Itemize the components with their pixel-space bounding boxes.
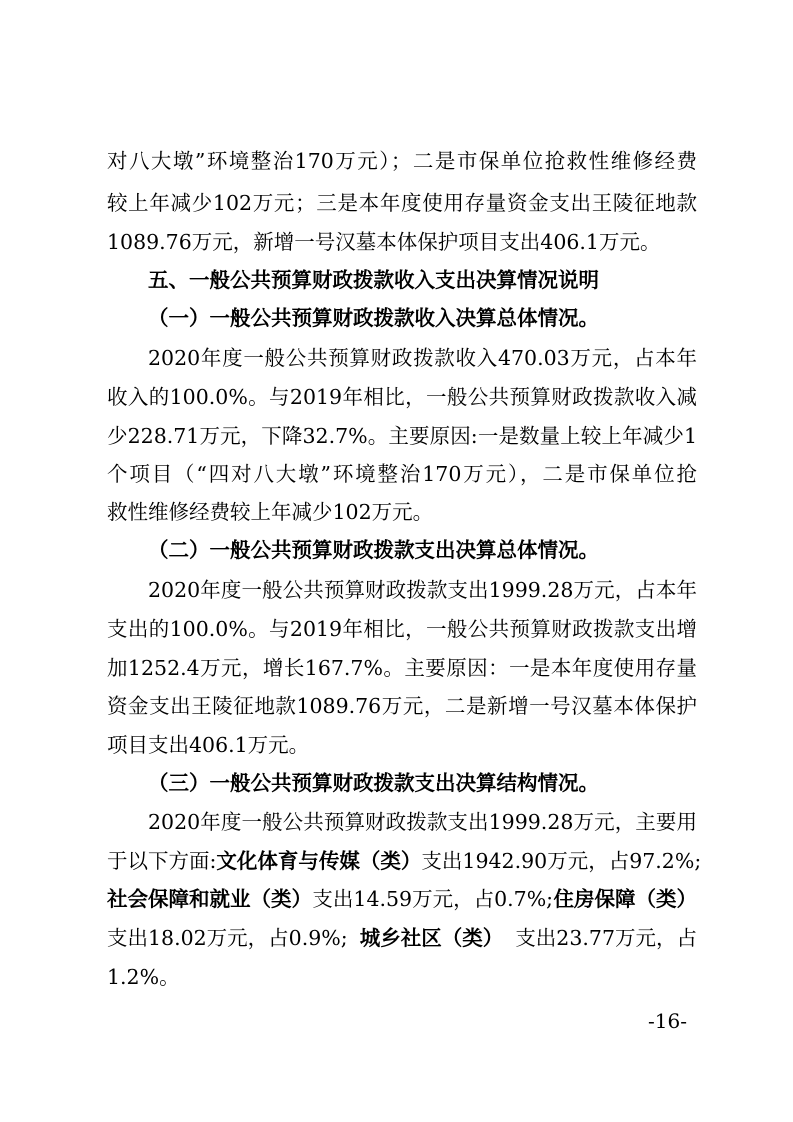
category-housing: 住房保障（类） [553, 887, 697, 911]
body-line: 2020年度一般公共预算财政拨款支出1999.28万元，占本年 [148, 578, 697, 602]
category-urban-rural: 城乡社区（类） [359, 926, 504, 950]
body-line: 1.2%。 [107, 965, 180, 989]
body-line: 加1252.4万元，增长167.7%。主要原因：一是本年度使用存量 [107, 656, 697, 680]
subsection-heading: （二）一般公共预算财政拨款支出决算总体情况。 [148, 538, 599, 562]
subsection-heading: （一）一般公共预算财政拨款收入决算总体情况。 [148, 306, 599, 330]
category-culture: 文化体育与传媒（类） [216, 849, 422, 873]
body-text: 支出14.59万元，占0.7%; [312, 887, 554, 911]
body-line: 1089.76万元，新增一号汉墓本体保护项目支出406.1万元。 [107, 230, 661, 254]
body-line: 对八大墩”环境整治170万元）；二是市保单位抢救性维修经费 [107, 149, 697, 173]
body-line [107, 885, 697, 913]
body-line: 个项目（“四对八大墩”环境整治170万元），二是市保单位抢 [107, 462, 697, 486]
body-line [107, 847, 702, 875]
body-line: 2020年度一般公共预算财政拨款支出1999.28万元，主要用 [148, 810, 697, 834]
page-number: -16- [648, 1009, 687, 1033]
body-text: 支出23.77万元，占 [515, 926, 697, 950]
category-social-security: 社会保障和就业（类） [107, 887, 312, 911]
subsection-heading: （三）一般公共预算财政拨款支出决算结构情况。 [148, 771, 599, 795]
body-line: 支出的100.0%。与2019年相比，一般公共预算财政拨款支出增 [107, 617, 697, 641]
body-line: 较上年减少102万元；三是本年度使用存量资金支出王陵征地款 [107, 191, 697, 215]
section-heading: 五、一般公共预算财政拨款收入支出决算情况说明 [148, 268, 599, 292]
body-line: 项目支出406.1万元。 [107, 733, 310, 757]
body-text: 支出1942.90万元，占97.2%; [421, 849, 702, 873]
body-line [107, 924, 697, 952]
body-line: 救性维修经费较上年减少102万元。 [107, 500, 434, 524]
body-line: 收入的100.0%。与2019年相比，一般公共预算财政拨款收入减 [107, 385, 697, 409]
body-text: 支出18.02万元，占0.9%; [107, 926, 348, 950]
body-line: 2020年度一般公共预算财政拨款收入470.03万元，占本年 [148, 346, 697, 370]
body-line: 资金支出王陵征地款1089.76万元，二是新增一号汉墓本体保护 [107, 694, 697, 718]
body-text: 于以下方面: [107, 849, 217, 873]
body-line: 少228.71万元，下降32.7%。主要原因:一是数量上较上年减少1 [107, 424, 697, 448]
